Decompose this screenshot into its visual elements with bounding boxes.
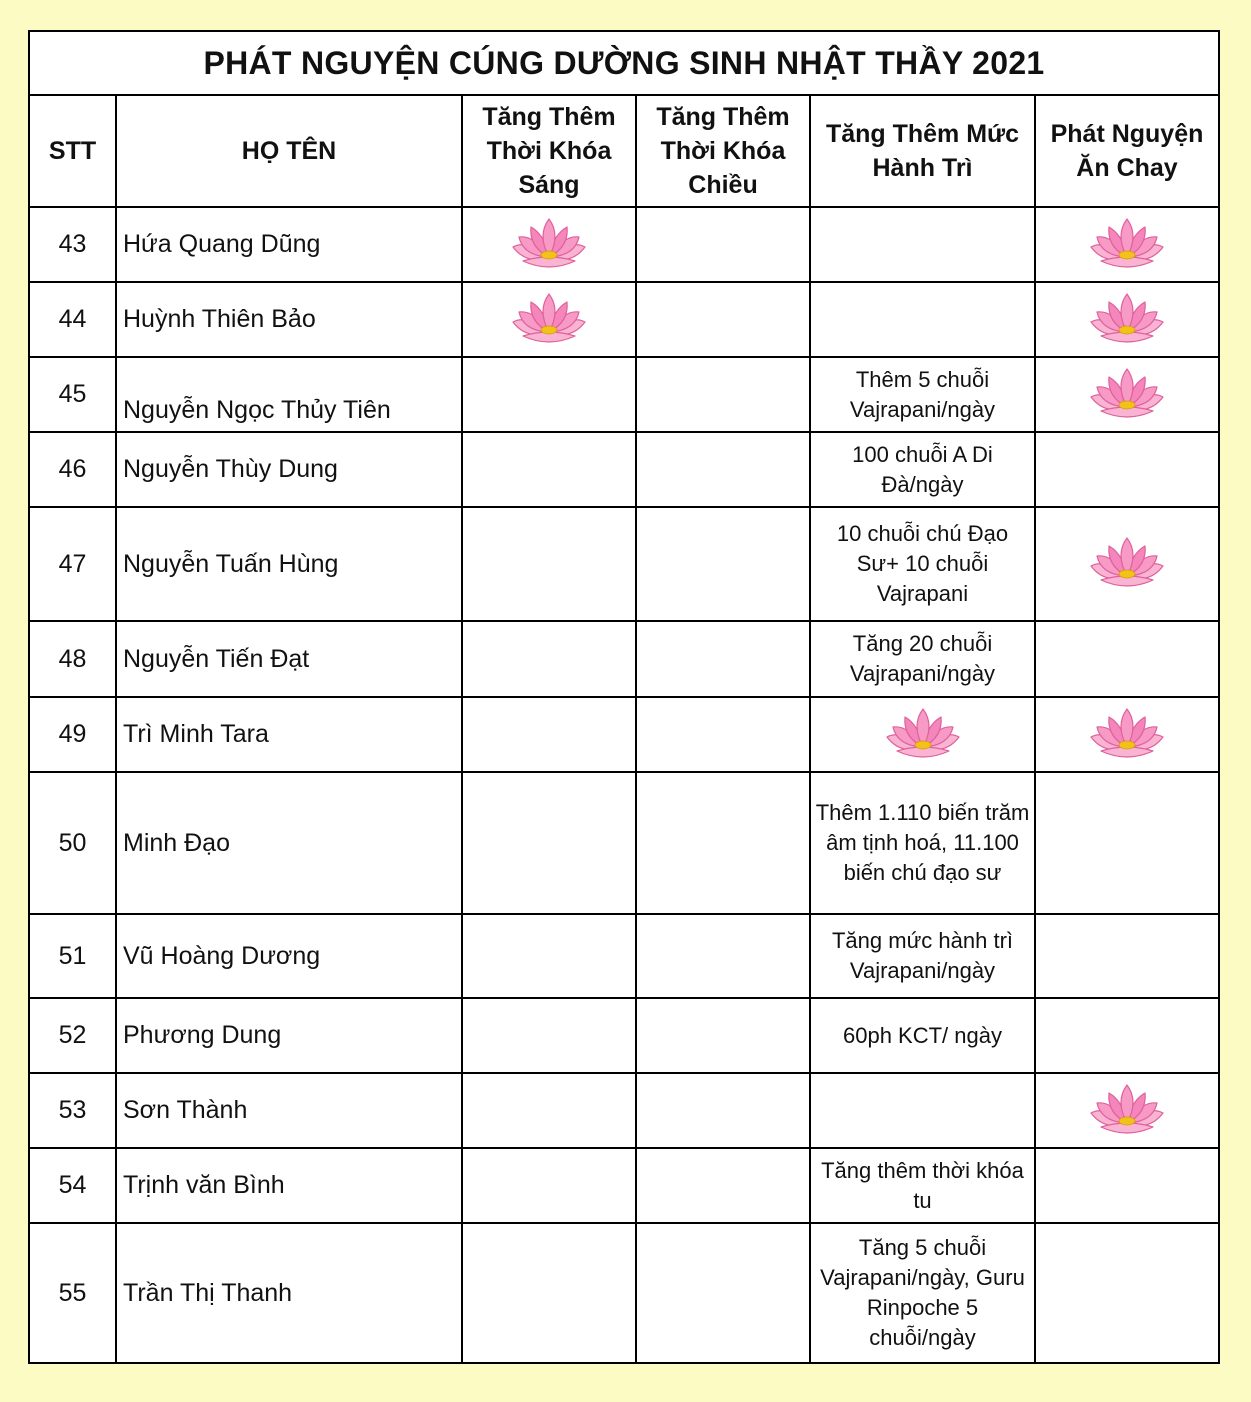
vegetarian-cell — [1035, 432, 1218, 507]
practice-cell: 10 chuỗi chú Đạo Sư+ 10 chuỗi Vajrapani — [810, 507, 1035, 621]
afternoon-cell — [636, 914, 810, 998]
name-cell: Nguyễn Tuấn Hùng — [116, 507, 462, 621]
table-row — [30, 772, 1218, 914]
practice-cell: Thêm 1.110 biến trăm âm tịnh hoá, 11.100 biến chú đạo sư — [810, 772, 1035, 914]
stt-cell: 47 — [30, 507, 116, 621]
practice-cell: 60ph KCT/ ngày — [810, 998, 1035, 1073]
morning-cell — [462, 432, 636, 507]
name-cell: Trịnh văn Bình — [116, 1148, 462, 1223]
morning-cell — [462, 357, 636, 432]
table-body — [30, 207, 1218, 1362]
lotus-icon — [1087, 1083, 1167, 1139]
header-vegetarian: Phát Nguyện Ăn Chay — [1035, 96, 1218, 207]
name-cell: Phương Dung — [116, 998, 462, 1073]
afternoon-cell — [636, 1148, 810, 1223]
stt-cell: 46 — [30, 432, 116, 507]
stt-cell: 55 — [30, 1223, 116, 1362]
stt-cell: 44 — [30, 282, 116, 357]
morning-cell — [462, 1073, 636, 1148]
vegetarian-cell — [1035, 282, 1218, 357]
name-cell: Vũ Hoàng Dương — [116, 914, 462, 998]
header-practice: Tăng Thêm Mức Hành Trì — [810, 96, 1035, 207]
afternoon-cell — [636, 432, 810, 507]
name-cell: Huỳnh Thiên Bảo — [116, 282, 462, 357]
afternoon-cell — [636, 1073, 810, 1148]
header-row — [30, 96, 1218, 207]
vegetarian-cell — [1035, 207, 1218, 282]
afternoon-cell — [636, 697, 810, 772]
morning-cell — [462, 621, 636, 697]
morning-cell — [462, 697, 636, 772]
stt-cell: 45 — [30, 357, 116, 432]
morning-cell — [462, 914, 636, 998]
lotus-icon — [1087, 217, 1167, 273]
header-stt: STT — [30, 96, 116, 207]
table-row — [30, 998, 1218, 1073]
pledge-sheet — [28, 30, 1220, 1364]
pledge-table — [30, 96, 1218, 1362]
lotus-icon — [883, 707, 963, 763]
stt-cell: 52 — [30, 998, 116, 1073]
morning-cell — [462, 998, 636, 1073]
morning-cell — [462, 207, 636, 282]
table-row — [30, 1223, 1218, 1362]
name-cell: Sơn Thành — [116, 1073, 462, 1148]
table-row — [30, 207, 1218, 282]
afternoon-cell — [636, 207, 810, 282]
practice-cell: Tăng 20 chuỗi Vajrapani/ngày — [810, 621, 1035, 697]
stt-cell: 53 — [30, 1073, 116, 1148]
header-name: HỌ TÊN — [116, 96, 462, 207]
practice-cell: Tăng 5 chuỗi Vajrapani/ngày, Guru Rinpoche 5 chuỗi/ngày — [810, 1223, 1035, 1362]
practice-cell — [810, 207, 1035, 282]
lotus-icon — [1087, 536, 1167, 592]
morning-cell — [462, 772, 636, 914]
vegetarian-cell — [1035, 697, 1218, 772]
lotus-icon — [1087, 707, 1167, 763]
morning-cell — [462, 1148, 636, 1223]
practice-cell: Thêm 5 chuỗi Vajrapani/ngày — [810, 357, 1035, 432]
name-cell: Trì Minh Tara — [116, 697, 462, 772]
vegetarian-cell — [1035, 1148, 1218, 1223]
table-row — [30, 1073, 1218, 1148]
table-row — [30, 357, 1218, 432]
stt-cell: 51 — [30, 914, 116, 998]
practice-cell: Tăng thêm thời khóa tu — [810, 1148, 1035, 1223]
table-row — [30, 1148, 1218, 1223]
table-row — [30, 621, 1218, 697]
practice-cell: Tăng mức hành trì Vajrapani/ngày — [810, 914, 1035, 998]
lotus-icon — [509, 217, 589, 273]
stt-cell: 54 — [30, 1148, 116, 1223]
afternoon-cell — [636, 357, 810, 432]
lotus-icon — [1087, 292, 1167, 348]
name-cell: Hứa Quang Dũng — [116, 207, 462, 282]
vegetarian-cell — [1035, 998, 1218, 1073]
name-cell: Nguyễn Tiến Đạt — [116, 621, 462, 697]
table-row — [30, 507, 1218, 621]
stt-cell: 48 — [30, 621, 116, 697]
afternoon-cell — [636, 507, 810, 621]
vegetarian-cell — [1035, 914, 1218, 998]
practice-cell — [810, 1073, 1035, 1148]
vegetarian-cell — [1035, 621, 1218, 697]
table-row — [30, 432, 1218, 507]
table-row — [30, 697, 1218, 772]
morning-cell — [462, 507, 636, 621]
header-afternoon: Tăng Thêm Thời Khóa Chiều — [636, 96, 810, 207]
stt-cell: 49 — [30, 697, 116, 772]
practice-cell: 100 chuỗi A Di Đà/ngày — [810, 432, 1035, 507]
afternoon-cell — [636, 772, 810, 914]
name-cell: Nguyễn Thùy Dung — [116, 432, 462, 507]
vegetarian-cell — [1035, 772, 1218, 914]
name-cell: Nguyễn Ngọc Thủy Tiên — [116, 357, 462, 432]
vegetarian-cell — [1035, 1073, 1218, 1148]
vegetarian-cell — [1035, 507, 1218, 621]
afternoon-cell — [636, 621, 810, 697]
vegetarian-cell — [1035, 1223, 1218, 1362]
vegetarian-cell — [1035, 357, 1218, 432]
practice-cell — [810, 282, 1035, 357]
practice-cell — [810, 697, 1035, 772]
lotus-icon — [509, 292, 589, 348]
afternoon-cell — [636, 998, 810, 1073]
morning-cell — [462, 282, 636, 357]
stt-cell: 43 — [30, 207, 116, 282]
afternoon-cell — [636, 1223, 810, 1362]
header-morning: Tăng Thêm Thời Khóa Sáng — [462, 96, 636, 207]
stt-cell: 50 — [30, 772, 116, 914]
table-row — [30, 282, 1218, 357]
name-cell: Minh Đạo — [116, 772, 462, 914]
morning-cell — [462, 1223, 636, 1362]
afternoon-cell — [636, 282, 810, 357]
sheet-title: PHÁT NGUYỆN CÚNG DƯỜNG SINH NHẬT THẦY 2021 — [30, 32, 1218, 96]
table-row — [30, 914, 1218, 998]
name-cell: Trần Thị Thanh — [116, 1223, 462, 1362]
lotus-icon — [1087, 367, 1167, 423]
